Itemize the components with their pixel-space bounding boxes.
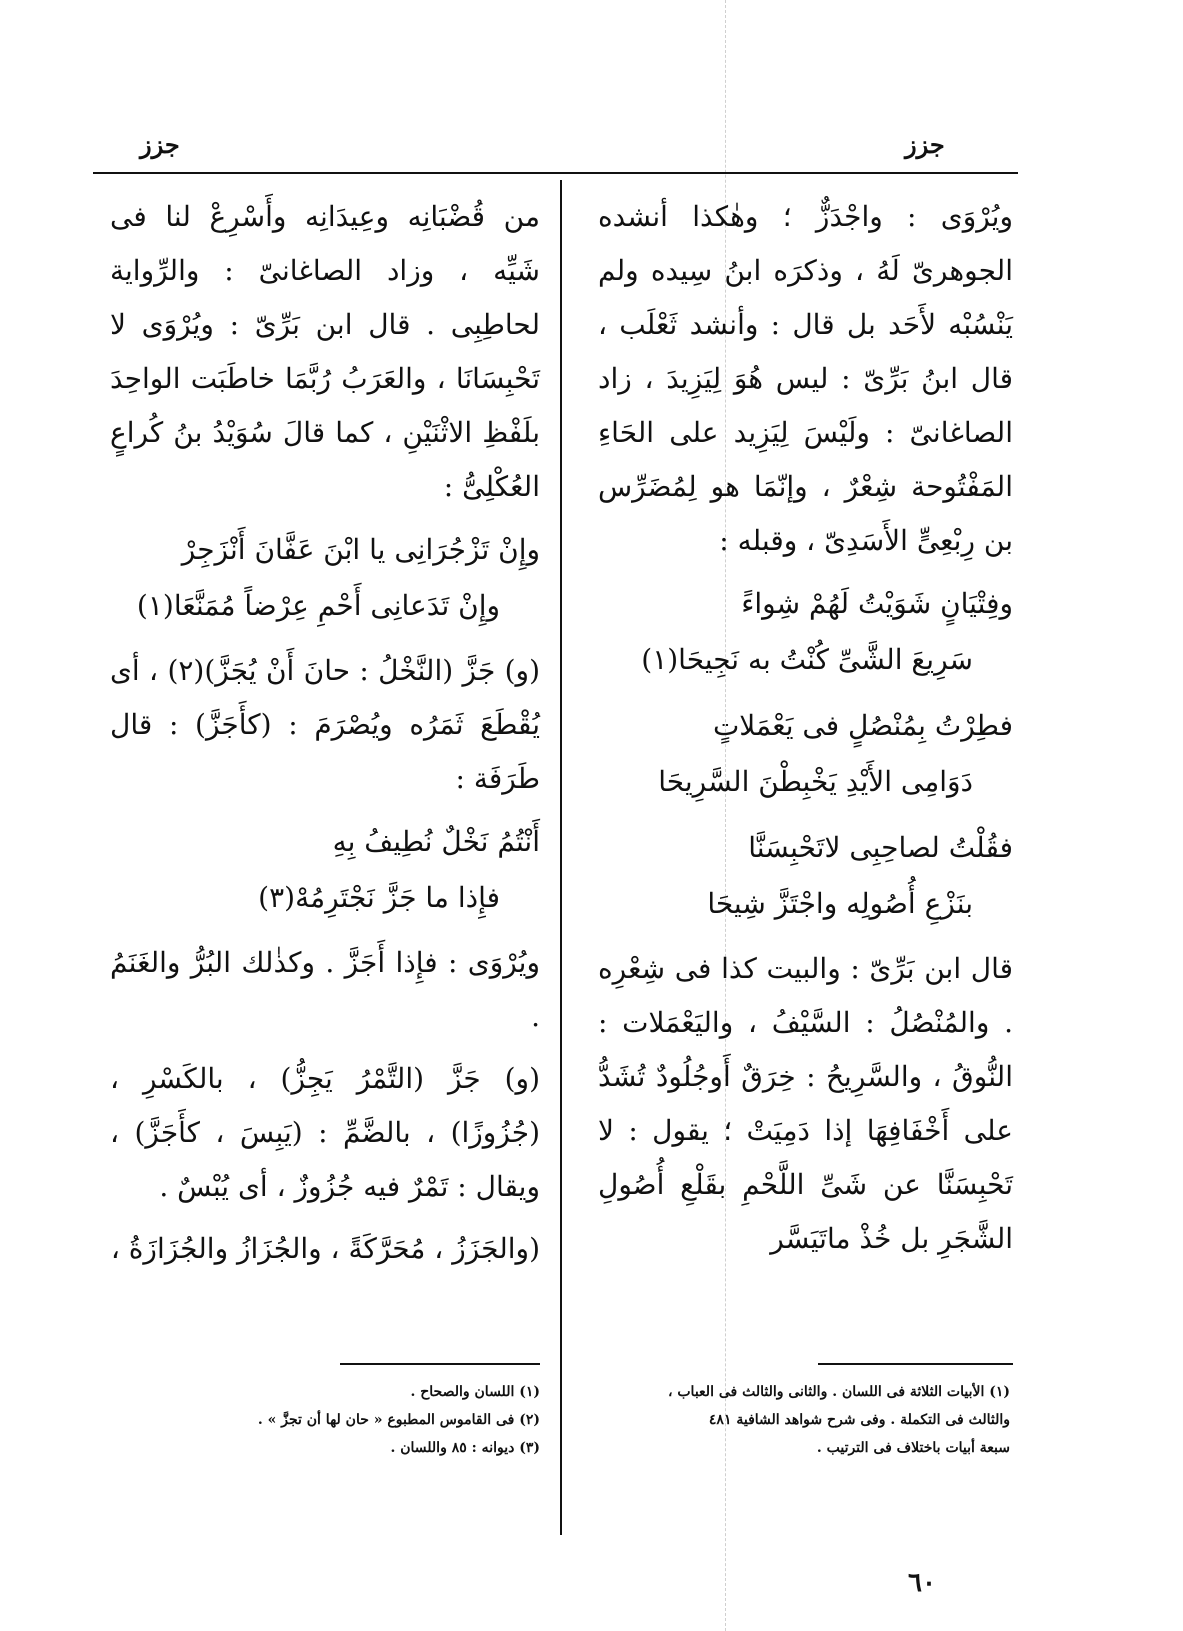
verse-hemistich: وفِتْيَانٍ شَوَيْتُ لَهُمْ شِواءً	[741, 587, 1013, 620]
right-verse-1	[598, 576, 1013, 688]
footnote-line: (١) الأبيات الثلاثة فى اللسان . والثانى والثالث فى العباب ،	[667, 1384, 1010, 1400]
left-paragraph-5: (والجَزَزُ ، مُحَرَّكَةً ، والجُزَازُ والجُزَازَةُ ،	[110, 1232, 540, 1265]
running-header-right: جزز	[905, 130, 945, 159]
running-header-left: جزز	[140, 130, 180, 159]
verse-hemistich: دَوَامِى الأَيْدِ يَخْبِطْنَ السَّرِيحَا	[658, 765, 973, 798]
footnote-rule-left	[340, 1363, 540, 1365]
verse-hemistich: سَرِيعَ الشَّىِّ كُنْتُ به نَجِيحَا(١)	[641, 643, 973, 676]
right-verse-3	[598, 820, 1013, 932]
verse-hemistich: فطِرْتُ بِمُنْصُلٍ فى يَعْمَلاتٍ	[712, 709, 1013, 742]
verse-hemistich: أَنْتُمُ نَخْلٌ نُطِيفُ بِهِ	[332, 825, 540, 858]
footnote-line: (١) اللسان والصحاح .	[410, 1384, 540, 1400]
footnotes-right	[610, 1378, 1010, 1462]
footnote-line: سبعة أبيات باختلاف فى الترتيب .	[816, 1440, 1010, 1456]
footnote-line: (٣) ديوانه : ٨٥ واللسان .	[390, 1440, 540, 1456]
left-verse-1	[110, 522, 540, 634]
left-paragraph-3: ويُرْوَى : فإِذا أَجَزَّ . وكذٰلك البُرُّ والغَنَمُ .	[110, 946, 540, 1033]
left-verse-2	[110, 814, 540, 926]
header-rule	[93, 172, 1018, 174]
right-paragraph-1: ويُرْوَى : واجْدَزٌّ ؛ وهٰكذا أنشده الجوهرىّ لَهُ ، وذكرَه ابنُ سِيده ولم يَنْسُبْه لأَحَد بل قال : وأنشد ثَعْلَب ، قال ابنُ بَرِّىّ : ليس هُوَ لِيَزِيدَ ، زاد الصاغانىّ : ولَيْسَ لِيَزِيد على الحَاءِ المَفْتُوحة شِعْرٌ ، وإنّمَا هو لِمُضَرِّس بن رِبْعِىٍّ الأَسَدِىّ ، وقبله :	[598, 200, 1013, 557]
left-paragraph-4: (و) جَزَّ (التَّمْرُ يَجِزُّ) ، بالكَسْرِ ، (جُزُوزًا) ، بالضَّمِّ : (يَبِسَ ، كأَجَزَّ) ، ويقال : تَمْرٌ فيه جُزُوزٌ ، أى يُبْسٌ .	[110, 1062, 540, 1203]
verse-hemistich: وإِنْ تَزْجُرَانِى يا ابْنَ عَفَّانَ أَنْزَجِرْ	[181, 533, 540, 566]
verse-hemistich: وإِنْ تَدَعانِى أَحْمِ عِرْضاً مُمَنَّعَا(١)	[136, 589, 500, 622]
verse-hemistich: بنَزْعِ أُصُولِه واجْتَزَّ شِيحَا	[707, 887, 973, 920]
left-paragraph-1: من قُضْبَانِه وعِيدَانِه وأَسْرِعْ لنا فى شَيِّه ، وزاد الصاغانىّ : والرِّواية لحاطِبِى . قال ابن بَرِّىّ : ويُرْوَى لا تَحْبِسَانَا ، والعَرَبُ رُبَّمَا خاطَبَت الواحِدَ بلَفْظِ الاثْنَيْنِ ، كما قالَ سُوَيْدُ بنُ كُراعٍ العُكْلِىُّ :	[110, 200, 540, 503]
footnote-line: والثالث فى التكملة . وفى شرح شواهد الشافية ٤٨١	[708, 1412, 1010, 1428]
footnotes-left	[257, 1378, 540, 1462]
footnote-rule-right	[818, 1363, 1013, 1365]
right-column	[598, 190, 1013, 1274]
footnote-line: (٢) فى القاموس المطبوع « حان لها أن تجزَّ » .	[257, 1412, 540, 1428]
left-paragraph-2: (و) جَزَّ (النَّخْلُ : حانَ أَنْ يُجَزَّ)(٢) ، أى يُقْطَعَ ثَمَرُه ويُصْرَمَ : (كأَجَزَّ) : قال طَرَفَة :	[110, 654, 540, 795]
right-verse-2	[598, 698, 1013, 810]
left-column	[110, 190, 540, 1284]
verse-hemistich: فإِذا ما جَزَّ نَجْتَرِمُهْ(٣)	[258, 881, 500, 914]
column-divider	[560, 180, 562, 1535]
page-number: ٦٠	[908, 1568, 936, 1598]
verse-hemistich: فقُلْتُ لصاحِبِى لاتَحْبِسَنَّا	[748, 831, 1013, 864]
right-paragraph-2: قال ابن بَرِّىّ : والبيت كذا فى شِعْرِه . والمُنْصُلُ : السَّيْفُ ، واليَعْمَلات : النُّوقُ ، والسَّرِيحُ : خِرَقٌ أَوجُلُودٌ تُشَدُّ على أَخْفَافِهَا إذا دَمِيَتْ ؛ يقول : لا تَحْبِسَنَّا عن شَىِّ اللَّحْمِ بقَلْعِ أُصُولِ الشَّجَرِ بل خُذْ ماتَيَسَّر	[598, 952, 1013, 1255]
